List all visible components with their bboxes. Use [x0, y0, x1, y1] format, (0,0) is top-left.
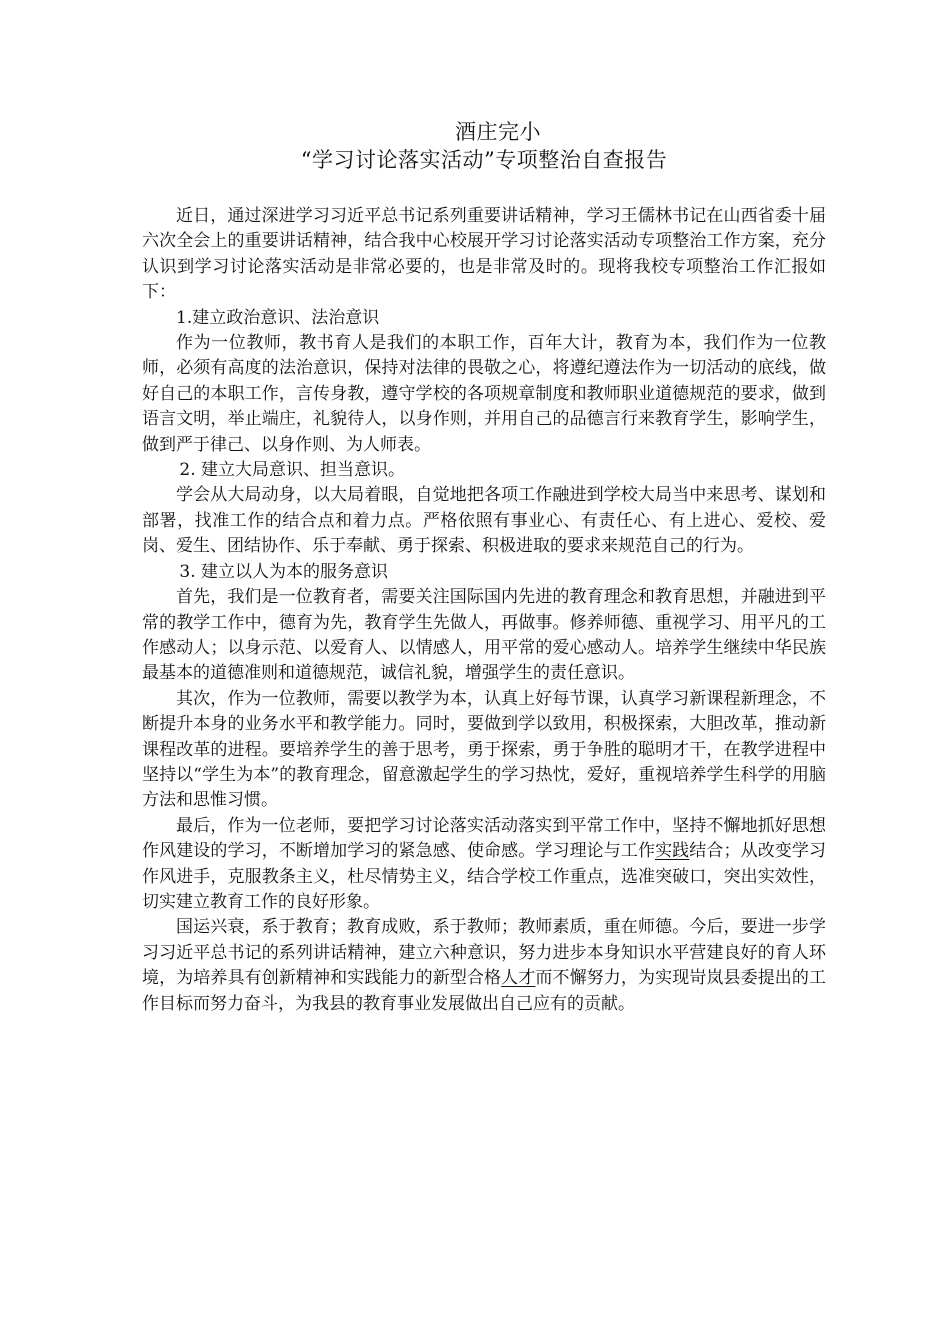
- section-heading-3: 3. 建立以人为本的服务意识: [179, 561, 389, 582]
- document-page: [142, 118, 826, 1017]
- section-3-paragraph-second: 其次，作为一位教师，需要以教学为本，认真上好每节课，认真学习新课程新理念，不断提升本身的业务水平和教学能力。同时，要做到学以致用，积极探索，大胆改革，推动新课程改革的进程。要培养学生的善于思考，勇于探索，勇于争胜的聪明才干，在教学进程中坚持以“学生为本”的教育理念，留意激起学生的学习热忱，爱好，重视培养学生科学的用脑方法和思惟习惯。: [142, 688, 826, 811]
- section-3-paragraph-first: 首先，我们是一位教育者，需要关注国际国内先进的教育理念和教育思想，并融进到平常的教学工作中，德育为先，教育学生先做人，再做事。修养师德、重视学习、用平凡的工作感动人；以身示范、以爱育人、以情感人，用平常的爱心感动人。培养学生继续中华民族最基本的道德准则和道德规范，诚信礼貌，增强学生的责任意识。: [142, 587, 826, 684]
- document-title: “学习讨论落实活动”专项整治自查报告: [300, 148, 668, 172]
- section-1-paragraph: 作为一位教师，教书育人是我们的本职工作，百年大计，教育为本，我们作为一位教师，必须有高度的法治意识，保持对法律的畏敬之心，将遵纪遵法作为一切活动的底线，做好自己的本职工作，言传身教，遵守学校的各项规章制度和教师职业道德规范的要求，做到语言文明，举止端庄，礼貌待人，以身作则，并用自己的品德言行来教育学生，影响学生，做到严于律己、以身作则、为人师表。: [142, 333, 826, 455]
- document-body: [142, 204, 826, 1017]
- paragraph-text: 最后，作为一位老师，要把学习讨论落实活动落实到平常工作中，坚持不懈地抓好思想作风建设的学习，不断增加学习的紧急感、使命感。学习理论与工作: [142, 815, 826, 862]
- underlined-term-practice: 实践: [655, 841, 690, 862]
- section-heading-2: 2. 建立大局意识、担当意识。: [179, 460, 406, 481]
- paragraph-text: 结合；从改变学习作风进手，克服教条主义，杜尽情势主义，结合学校工作重点，选准突破口，突出实效性，切实建立教育工作的良好形象。: [142, 841, 827, 912]
- conclusion-paragraph: [142, 915, 826, 1017]
- section-2-paragraph: 学会从大局动身，以大局着眼，自觉地把各项工作融进到学校大局当中来思考、谋划和部署，找准工作的结合点和着力点。严格依照有事业心、有责任心、有上进心、爱校、爱岗、爱生、团结协作、乐于奉献、勇于探索、积极进取的要求来规范自己的行为。: [142, 485, 826, 557]
- section-3-paragraph-last: [142, 814, 826, 916]
- underlined-term-talent: 人才: [501, 968, 536, 989]
- intro-paragraph: 近日，通过深进学习习近平总书记系列重要讲话精神，学习王儒林书记在山西省委十届六次全会上的重要讲话精神，结合我中心校展开学习讨论落实活动专项整治工作方案，充分认识到学习讨论落实活动是非常必要的，也是非常及时的。现将我校专项整治工作汇报如下：: [142, 206, 826, 303]
- document-school-name: 酒庄完小: [455, 120, 541, 144]
- paragraph-text: 而不懈努力，为实现岢岚县委提出的工作目标而努力奋斗，为我县的教育事业发展做出自己应有的贡献。: [142, 968, 827, 1014]
- paragraph-text: 国运兴衰，系于教育；教育成败，系于教师；教师素质，重在师德。今后，要进一步学习习近平总书记的系列讲话精神，建立六种意识，努力进步本身知识水平营建良好的育人环境，为培养具有创新精神和实践能力的新型合格: [142, 917, 826, 989]
- section-heading-1: 1.建立政治意识、法治意识: [176, 307, 380, 328]
